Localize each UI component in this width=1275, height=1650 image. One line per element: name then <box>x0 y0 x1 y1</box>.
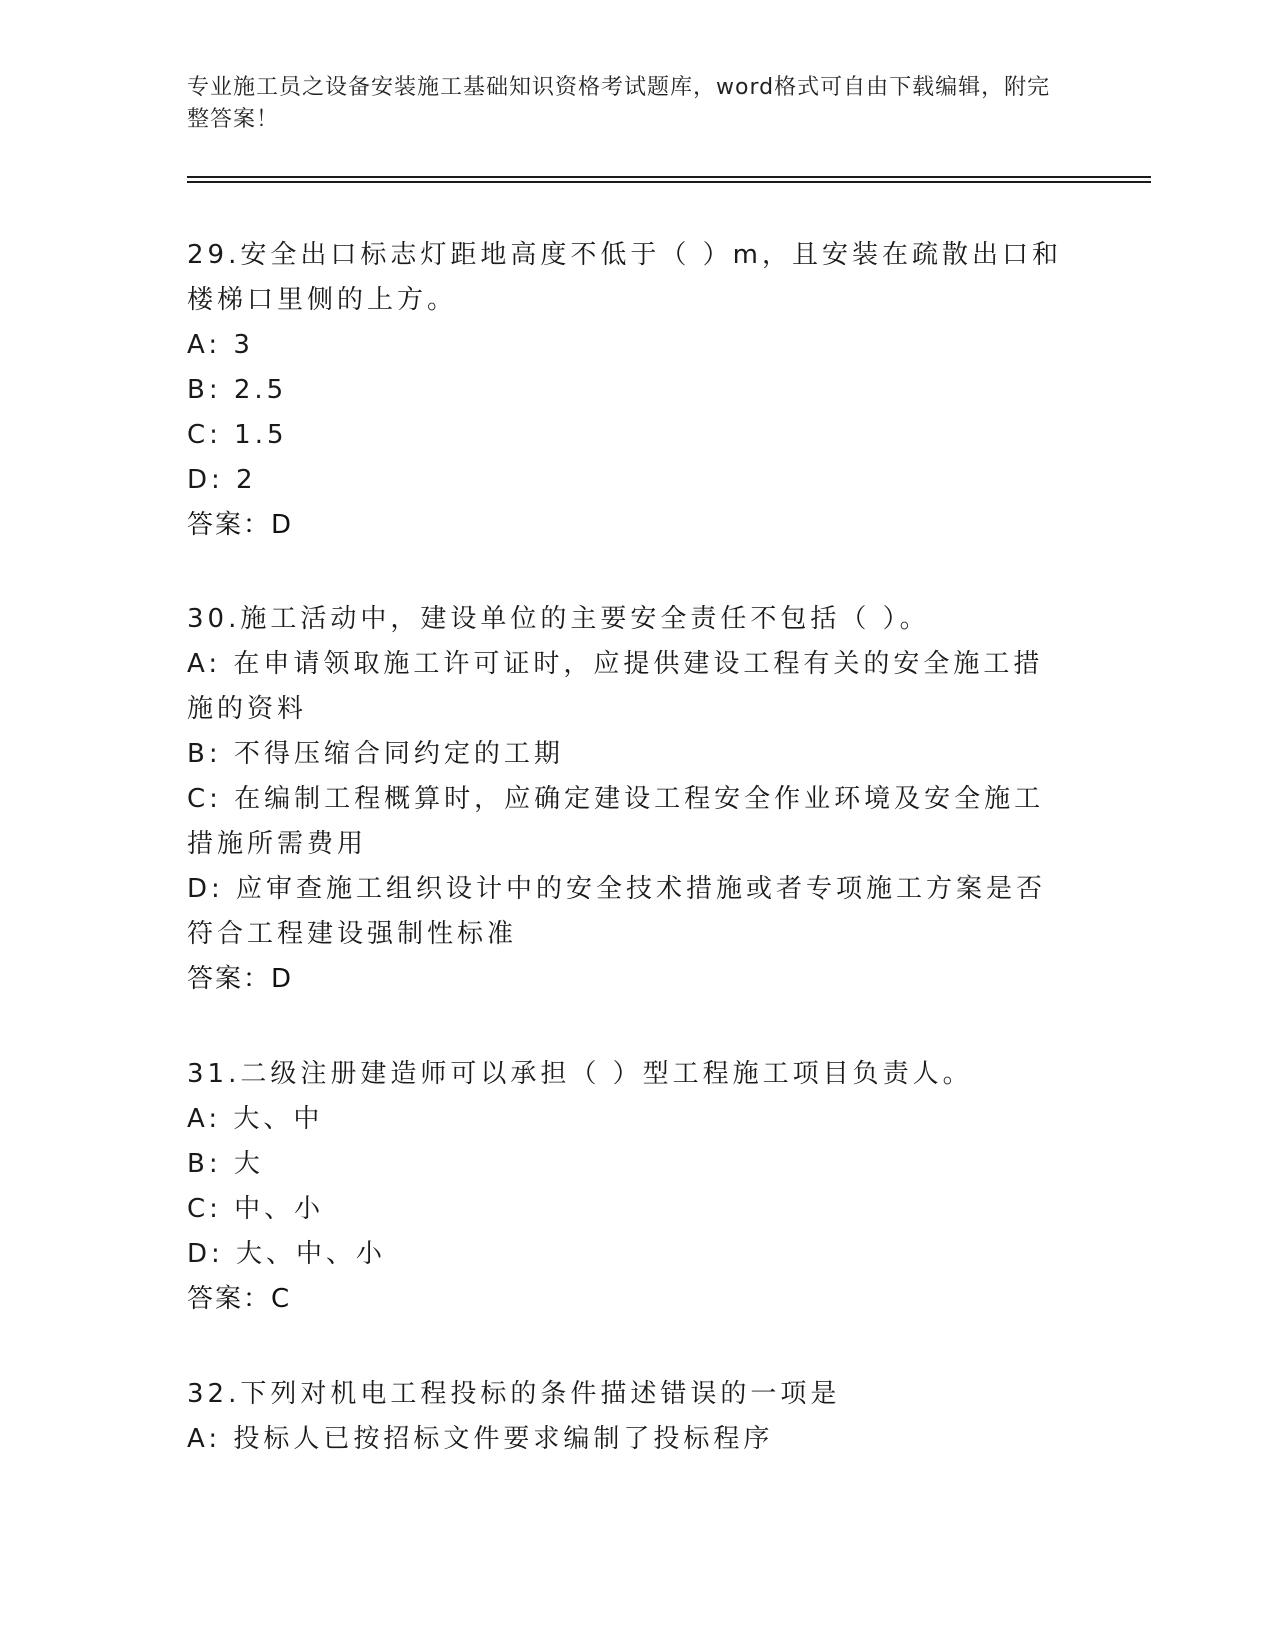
option-c: C: 中、小 <box>187 1194 325 1224</box>
option-b: B: 2.5 <box>187 375 288 405</box>
document-header: 专业施工员之设备安装施工基础知识资格考试题库，word格式可自由下载编辑，附完整答案！ <box>187 75 1051 132</box>
question-32 <box>187 1372 1067 1462</box>
question-stem: 29.安全出口标志灯距地高度不低于（ ）m，且安装在疏散出口和楼梯口里侧的上方。 <box>187 240 1062 315</box>
question-stem: 31.二级注册建造师可以承担（ ）型工程施工项目负责人。 <box>187 1059 973 1089</box>
question-29 <box>187 233 1067 548</box>
option-d: D: 应审查施工组织设计中的安全技术措施或者专项施工方案是否符合工程建设强制性标准 <box>187 874 1047 949</box>
option-b: B: 不得压缩合同约定的工期 <box>187 739 564 769</box>
question-stem: 30.施工活动中，建设单位的主要安全责任不包括（ ）。 <box>187 604 930 634</box>
header-divider-top <box>187 176 1151 178</box>
option-d: D: 2 <box>187 465 257 495</box>
option-b: B: 大 <box>187 1149 264 1179</box>
option-a: A: 在申请领取施工许可证时，应提供建设工程有关的安全施工措施的资料 <box>187 649 1044 724</box>
question-31 <box>187 1052 1067 1322</box>
option-d: D: 大、中、小 <box>187 1239 387 1269</box>
option-a: A: 投标人已按招标文件要求编制了投标程序 <box>187 1424 774 1454</box>
answer: 答案：D <box>187 964 294 994</box>
option-c: C: 在编制工程概算时，应确定建设工程安全作业环境及安全施工措施所需费用 <box>187 784 1045 859</box>
option-c: C: 1.5 <box>187 420 288 450</box>
question-30 <box>187 597 1067 1002</box>
question-stem: 32.下列对机电工程投标的条件描述错误的一项是 <box>187 1379 841 1409</box>
option-a: A: 大、中 <box>187 1104 324 1134</box>
answer: 答案：D <box>187 510 294 540</box>
option-a: A: 3 <box>187 330 254 360</box>
answer: 答案：C <box>187 1284 292 1314</box>
header-divider-bottom <box>187 181 1151 183</box>
